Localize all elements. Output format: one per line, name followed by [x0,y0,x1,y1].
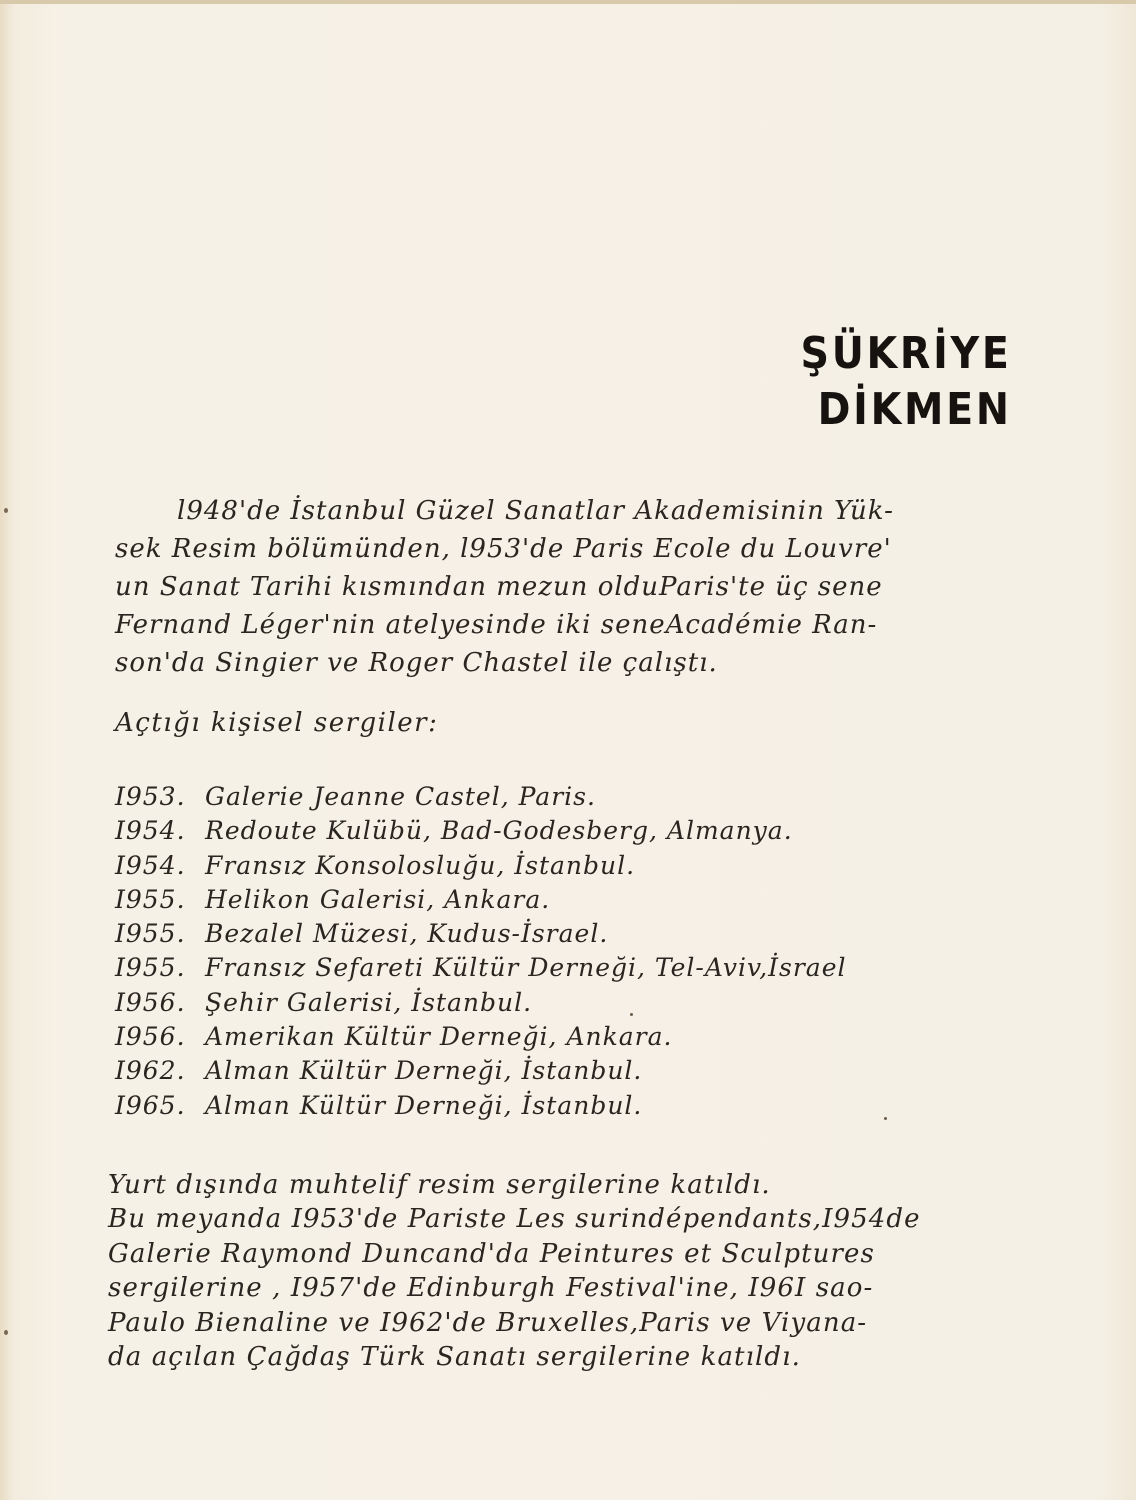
print-speck [884,1117,887,1120]
exhibition-venue: Alman Kültür Derneği, İstanbul. [205,1056,643,1086]
exhibitions-heading: Açtığı kişisel sergiler: [115,708,439,738]
outro-line: Yurt dışında muhtelif resim sergilerine katıldı. [108,1170,771,1200]
artist-last-name: DİKMEN [817,384,1012,435]
exhibition-venue: Fransız Sefareti Kültür Derneği, Tel-Aviv,İsrael [205,953,847,983]
bio-line: un Sanat Tarihi kısmından mezun olduParis'te üç sene [115,572,883,602]
exhibition-item [115,780,1015,814]
print-speck [630,1013,633,1016]
exhibition-item [115,1054,1015,1088]
exhibition-item [115,883,1015,917]
exhibition-item [115,814,1015,848]
exhibition-year: I956. [115,1022,186,1052]
exhibition-item [115,917,1015,951]
artist-first-name: ŞÜKRİYE [800,328,1012,379]
exhibition-year: I954. [115,816,186,846]
exhibition-venue: Amerikan Kültür Derneği, Ankara. [205,1022,673,1052]
page-top-edge [0,0,1136,4]
international-exhibitions-paragraph [108,1168,1028,1374]
print-speck [4,508,8,513]
outro-line: Galerie Raymond Duncand'da Peintures et Sculptures [108,1238,875,1269]
exhibition-list [115,780,1015,1123]
exhibition-venue: Helikon Galerisi, Ankara. [205,884,551,914]
exhibition-year: I955. [115,953,186,983]
exhibition-year: I962. [115,1056,186,1086]
exhibition-item [115,1089,1015,1123]
exhibition-venue: Şehir Galerisi, İstanbul. [205,987,533,1017]
exhibition-item [115,849,1015,883]
exhibition-venue: Alman Kültür Derneği, İstanbul. [205,1090,643,1120]
outro-line: Bu meyanda I953'de Pariste Les surindépendants,I954de [108,1204,921,1235]
exhibition-venue: Redoute Kulübü, Bad-Godesberg, Almanya. [205,816,793,846]
exhibition-venue: Bezalel Müzesi, Kudus-İsrael. [205,919,609,949]
exhibition-year: I955. [115,919,186,949]
exhibition-item [115,951,1015,985]
exhibition-year: I965. [115,1090,186,1120]
exhibition-item [115,986,1015,1020]
exhibition-venue: Fransız Konsolosluğu, İstanbul. [205,850,636,880]
bio-line: son'da Singier ve Roger Chastel ile çalıştı. [115,648,718,678]
outro-line: Paulo Bienaline ve I962'de Bruxelles,Paris ve Viyana- [108,1307,868,1338]
exhibition-year: I954. [115,850,186,880]
outro-line: sergilerine , I957'de Edinburgh Festival'ine, I96I sao- [108,1273,874,1304]
print-speck [4,1330,8,1335]
bio-line: sek Resim bölümünden, l953'de Paris Ecole du Louvre' [115,534,892,564]
exhibition-year: I953. [115,782,186,811]
exhibition-venue: Galerie Jeanne Castel, Paris. [205,782,596,811]
exhibition-year: I955. [115,884,186,914]
biography-paragraph [115,492,1015,682]
exhibition-item [115,1020,1015,1054]
bio-line: Fernand Léger'nin atelyesinde iki seneAcadémie Ran- [115,610,878,640]
artist-name-heading [801,326,1012,438]
outro-line: da açılan Çağdaş Türk Sanatı sergilerine katıldı. [108,1342,801,1373]
bio-line: l948'de İstanbul Güzel Sanatlar Akademisinin Yük- [177,496,894,526]
exhibition-year: I956. [115,987,186,1017]
